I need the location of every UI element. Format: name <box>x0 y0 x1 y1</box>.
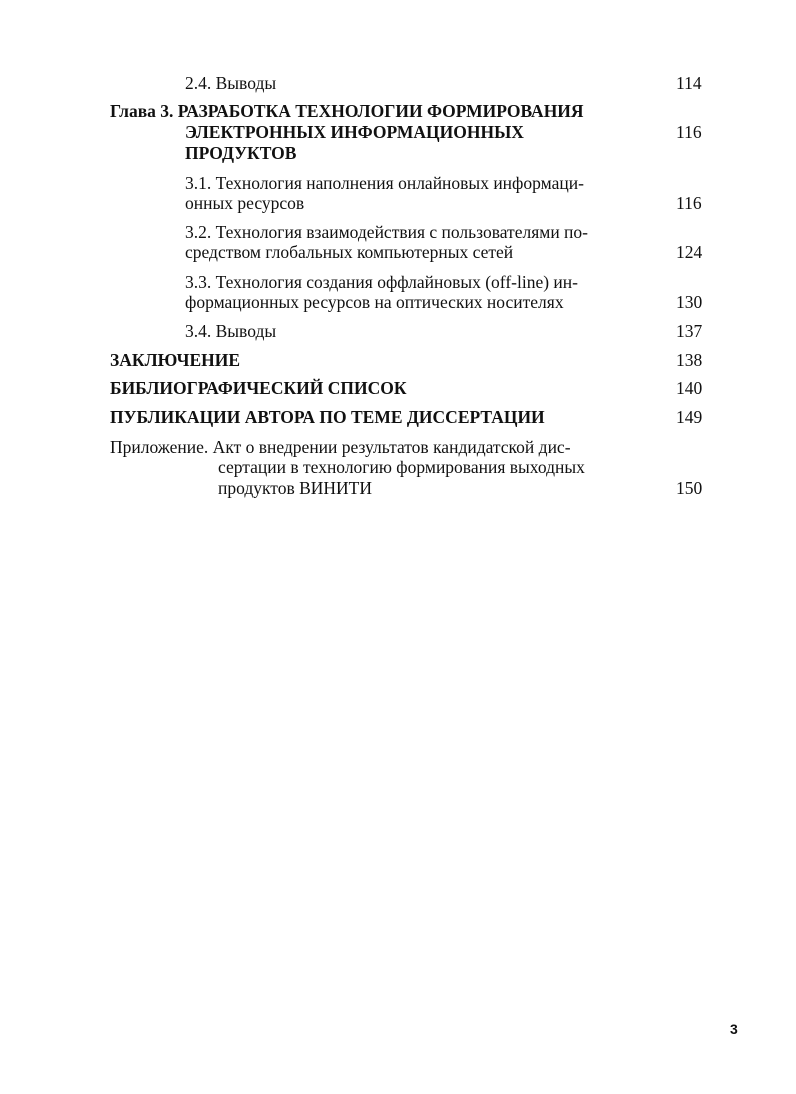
toc-chapter-3-line-1: Глава 3. РАЗРАБОТКА ТЕХНОЛОГИИ ФОРМИРОВАНИЯ <box>110 101 584 121</box>
toc-bibliography-page: 140 <box>676 378 703 398</box>
toc-appendix-page: 150 <box>676 478 703 498</box>
toc-chapter-3-page: 116 <box>676 122 702 142</box>
toc-entry-3-3-line-1: 3.3. Технология создания оффлайновых (off-line) ин- <box>185 272 578 292</box>
toc-entry-3-1-page: 116 <box>676 193 702 213</box>
toc-entry-3-2-page: 124 <box>676 242 703 262</box>
toc-chapter-3-line-3: ПРОДУКТОВ <box>185 143 297 163</box>
toc-conclusion-title: ЗАКЛЮЧЕНИЕ <box>110 350 241 370</box>
toc-chapter-3-line-2: ЭЛЕКТРОННЫХ ИНФОРМАЦИОННЫХ <box>185 122 524 142</box>
toc-author-publications-title: ПУБЛИКАЦИИ АВТОРА ПО ТЕМЕ ДИССЕРТАЦИИ <box>110 407 545 427</box>
toc-appendix-line-3: продуктов ВИНИТИ <box>218 478 373 498</box>
toc-appendix-line-1: Приложение. Акт о внедрении результатов кандидатской дис- <box>110 437 571 457</box>
toc-entry-3-1-line-2: онных ресурсов <box>185 193 305 213</box>
toc-entry-3-4-title: 3.4. Выводы <box>185 321 277 341</box>
toc-entry-3-4-page: 137 <box>676 321 703 341</box>
toc-bibliography-title: БИБЛИОГРАФИЧЕСКИЙ СПИСОК <box>110 378 407 398</box>
toc-author-publications-page: 149 <box>676 407 703 427</box>
toc-entry-3-2-line-1: 3.2. Технология взаимодействия с пользователями по- <box>185 222 589 242</box>
toc-entry-3-1-line-1: 3.1. Технология наполнения онлайновых информаци- <box>185 173 584 193</box>
toc-entry-3-3-page: 130 <box>676 292 703 312</box>
toc-entry-3-3-line-2: формационных ресурсов на оптических носителях <box>185 292 564 312</box>
toc-conclusion-page: 138 <box>676 350 703 370</box>
page-number: 3 <box>730 1021 738 1037</box>
toc-entry-2-4-page: 114 <box>676 73 702 93</box>
toc-entry-2-4-title: 2.4. Выводы <box>185 73 277 93</box>
toc-appendix-line-2: сертации в технологию формирования выходных <box>218 457 585 477</box>
toc-entry-3-2-line-2: средством глобальных компьютерных сетей <box>185 242 514 262</box>
